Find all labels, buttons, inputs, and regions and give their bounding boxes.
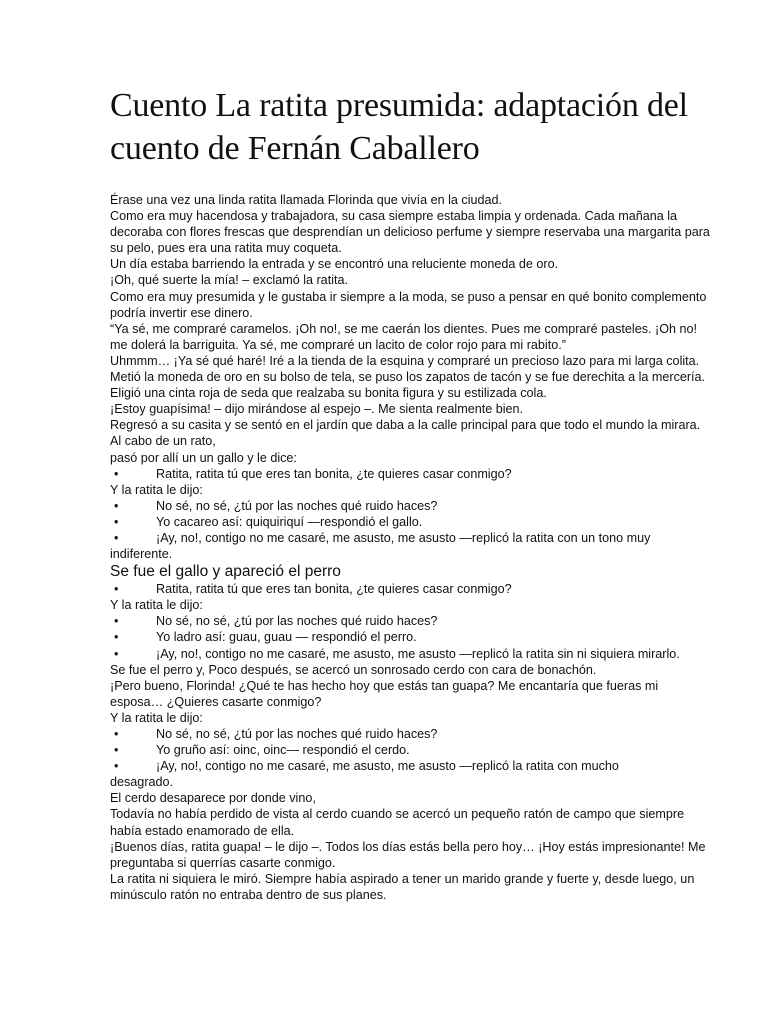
- list-item-text: No sé, no sé, ¿tú por las noches qué ruido haces?: [156, 498, 438, 513]
- document-body: [110, 192, 710, 903]
- list-item: [110, 581, 710, 597]
- bullet-icon: •: [114, 727, 119, 741]
- list-item: [110, 498, 710, 514]
- bullet-icon: •: [114, 614, 119, 629]
- list-item-text: Yo gruño así: oinc, oinc— respondió el cerdo.: [156, 743, 410, 758]
- bullet-icon: •: [114, 646, 119, 661]
- bullet-icon: •: [114, 498, 119, 513]
- paragraph: ¡Oh, qué suerte la mía! – exclamó la ratita.: [110, 273, 348, 288]
- paragraph: El cerdo desaparece por donde vino,: [110, 791, 316, 806]
- paragraph: Todavía no había perdido de vista al cerdo cuando se acercó un pequeño ratón de campo que siempre había estado enamorado de ella.: [110, 807, 685, 838]
- paragraph: Un día estaba barriendo la entrada y se encontró una reluciente moneda de oro.: [110, 257, 559, 272]
- list-item-text: Yo ladro así: guau, guau — respondió el perro.: [156, 630, 417, 645]
- paragraph: Érase una vez una linda ratita llamada Florinda que vivía en la ciudad.: [110, 193, 503, 207]
- paragraph: Se fue el perro y, Poco después, se acercó un sonrosado cerdo con cara de bonachón.: [110, 662, 597, 677]
- list-item: [110, 726, 710, 742]
- list-item-text: ¡Ay, no!, contigo no me casaré, me asusto, me asusto —replicó la ratita con un tono muy: [156, 530, 651, 545]
- list-item-text: Yo cacareo así: quiquiriquí —respondió el gallo.: [156, 514, 423, 529]
- paragraph: La ratita ni siquiera le miró. Siempre había aspirado a tener un marido grande y fuerte y, desde luego, un minúsculo ratón no entraba dentro de sus planes.: [110, 871, 695, 902]
- bullet-icon: •: [114, 630, 119, 645]
- list-item-text: ¡Ay, no!, contigo no me casaré, me asusto, me asusto —replicó la ratita con mucho: [156, 759, 619, 774]
- bullet-icon: •: [114, 466, 119, 481]
- bullet-icon: •: [114, 514, 119, 529]
- paragraph: Y la ratita le dijo:: [110, 482, 203, 497]
- document-title: Cuento La ratita presumida: adaptación del cuento de Fernán Caballero: [110, 87, 688, 167]
- list-item: [110, 466, 710, 482]
- list-item: [110, 530, 710, 546]
- paragraph: Metió la moneda de oro en su bolso de tela, se puso los zapatos de tacón y se fue derechita a la mercería. Eligió una cinta roja de seda que realzaba su bonita figura y su estilizada cola.: [110, 370, 706, 401]
- list-item: [110, 514, 710, 530]
- paragraph: Regresó a su casita y se sentó en el jardín que daba a la calle principal para que todo el mundo la mirara. Al cabo de un rato,: [110, 418, 701, 449]
- list-item-text: No sé, no sé, ¿tú por las noches qué ruido haces?: [156, 727, 438, 741]
- paragraph: pasó por allí un un gallo y le dice:: [110, 450, 297, 465]
- paragraph: Como era muy hacendosa y trabajadora, su casa siempre estaba limpia y ordenada. Cada mañana la decoraba con flores frescas que desprendían un delicioso perfume y siempre reservaba una margarita para su pelo, pues era una ratita muy coqueta.: [110, 209, 710, 256]
- paragraph: ¡Buenos días, ratita guapa! – le dijo –. Todos los días estás bella pero hoy… ¡Hoy estás impresionante! Me preguntaba si querrías casarte conmigo.: [110, 839, 706, 870]
- paragraph: indiferente.: [110, 547, 173, 562]
- list-item-text: Ratita, ratita tú que eres tan bonita, ¿te quieres casar conmigo?: [156, 466, 512, 481]
- list-item-text: ¡Ay, no!, contigo no me casaré, me asusto, me asusto —replicó la ratita sin ni siquiera mirarlo.: [156, 646, 680, 661]
- list-item: [110, 646, 710, 662]
- list-item: [110, 629, 710, 645]
- bullet-icon: •: [114, 530, 119, 545]
- list-item: [110, 613, 710, 629]
- list-item: [110, 758, 710, 774]
- paragraph: desagrado.: [110, 775, 174, 790]
- paragraph: Y la ratita le dijo:: [110, 710, 203, 725]
- list-item-text: No sé, no sé, ¿tú por las noches qué ruido haces?: [156, 614, 438, 629]
- paragraph: Como era muy presumida y le gustaba ir siempre a la moda, se puso a pensar en qué bonito complemento podría invertir ese dinero.: [110, 289, 707, 320]
- paragraph: Y la ratita le dijo:: [110, 598, 203, 613]
- paragraph: Uhmmm… ¡Ya sé qué haré! Iré a la tienda de la esquina y compraré un precioso lazo para mi larga colita.: [110, 353, 700, 368]
- bullet-icon: •: [114, 582, 119, 597]
- paragraph: ¡Estoy guapísima! – dijo mirándose al espejo –. Me sienta realmente bien.: [110, 402, 524, 417]
- list-item: [110, 742, 710, 758]
- bullet-icon: •: [114, 759, 119, 774]
- bullet-icon: •: [114, 743, 119, 758]
- paragraph: “Ya sé, me compraré caramelos. ¡Oh no!, se me caerán los dientes. Pues me compraré pasteles. ¡Oh no! me dolerá la barriguita. Ya sé, me compraré un lacito de color rojo para mi rabito.”: [110, 321, 698, 352]
- section-heading: Se fue el gallo y apareció el perro: [110, 563, 341, 581]
- list-item-text: Ratita, ratita tú que eres tan bonita, ¿te quieres casar conmigo?: [156, 582, 512, 597]
- paragraph: ¡Pero bueno, Florinda! ¿Qué te has hecho hoy que estás tan guapa? Me encantaría que fueras mi esposa… ¿Quieres casarte conmigo?: [110, 678, 659, 709]
